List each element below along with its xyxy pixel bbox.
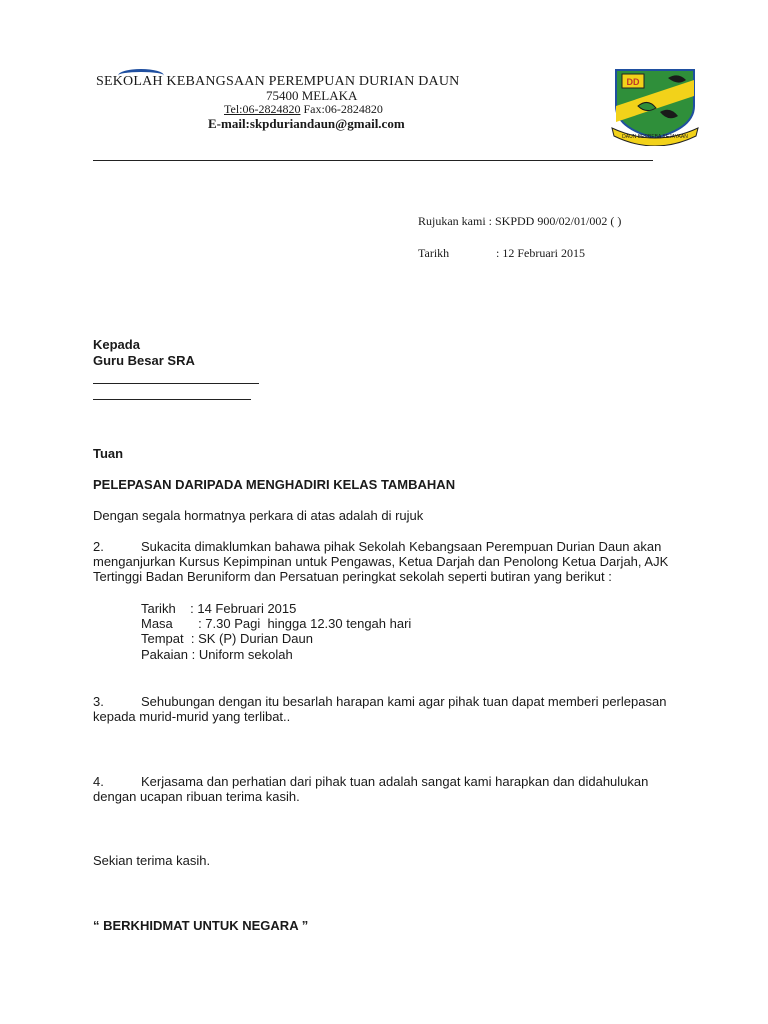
school-email: E-mail:skpduriandaun@gmail.com xyxy=(208,116,405,131)
paragraph-4 xyxy=(93,774,683,804)
detail-tempat: Tempat : SK (P) Durian Daun xyxy=(141,631,313,646)
tel-label: Tel: xyxy=(224,102,243,116)
paragraph-2-number: 2. xyxy=(93,539,104,554)
closing-line: Sekian terima kasih. xyxy=(93,853,211,868)
school-name: SEKOLAH KEBANGSAAN PEREMPUAN DURIAN DAUN xyxy=(96,74,460,89)
letterhead-divider xyxy=(93,160,653,161)
school-phone xyxy=(224,102,383,117)
school-crest-logo xyxy=(608,66,702,146)
detail-pakaian: Pakaian : Uniform sekolah xyxy=(141,647,293,662)
address-line-1 xyxy=(93,383,259,384)
crest-initials: DD xyxy=(626,77,640,87)
letter-subject: PELEPASAN DARIPADA MENGHADIRI KELAS TAMBAHAN xyxy=(93,477,456,492)
paragraph-2-text: Sukacita dimaklumkan bahawa pihak Sekolah Kebangsaan Perempuan Durian Daun akan menganjurkan Kursus Kepimpinan untuk Pengawas, Ketua Darjah dan Penolong Ketua Darjah, AJK Tertinggi Badan Beruniform dan Persatuan peringkat sekolah seperti butiran yang berikut : xyxy=(93,539,669,584)
paragraph-2 xyxy=(93,539,683,584)
reference-number: Rujukan kami : SKPDD 900/02/01/002 ( ) xyxy=(418,214,622,228)
fax-number: 06-2824820 xyxy=(324,102,383,116)
motto: “ BERKHIDMAT UNTUK NEGARA ” xyxy=(93,918,309,933)
date-label: Tarikh xyxy=(418,246,450,260)
addressee-kepada: Kepada xyxy=(93,337,140,352)
paragraph-3-number: 3. xyxy=(93,694,104,709)
school-city: 75400 MELAKA xyxy=(266,88,358,103)
opening-line: Dengan segala hormatnya perkara di atas adalah di rujuk xyxy=(93,508,424,523)
detail-tarikh: Tarikh : 14 Februari 2015 xyxy=(141,601,297,616)
paragraph-4-number: 4. xyxy=(93,774,104,789)
address-line-2 xyxy=(93,399,251,400)
paragraph-3-text: Sehubungan dengan itu besarlah harapan kami agar pihak tuan dapat memberi perlepasan kepada murid-murid yang terlibat.. xyxy=(93,694,667,724)
date-value: : 12 Februari 2015 xyxy=(496,246,585,260)
fax-label: Fax: xyxy=(303,102,325,116)
paragraph-3 xyxy=(93,694,683,724)
tel-number: 06-2824820 xyxy=(242,102,301,116)
crest-motto-text: DAUN BERBEBA KEJAYAAN xyxy=(622,134,688,140)
detail-masa: Masa : 7.30 Pagi hingga 12.30 tengah hari xyxy=(141,616,412,631)
addressee-recipient: Guru Besar SRA xyxy=(93,353,195,368)
salutation: Tuan xyxy=(93,446,124,461)
paragraph-4-text: Kerjasama dan perhatian dari pihak tuan adalah sangat kami harapkan dan didahulukan dengan ucapan ribuan terima kasih. xyxy=(93,774,649,804)
